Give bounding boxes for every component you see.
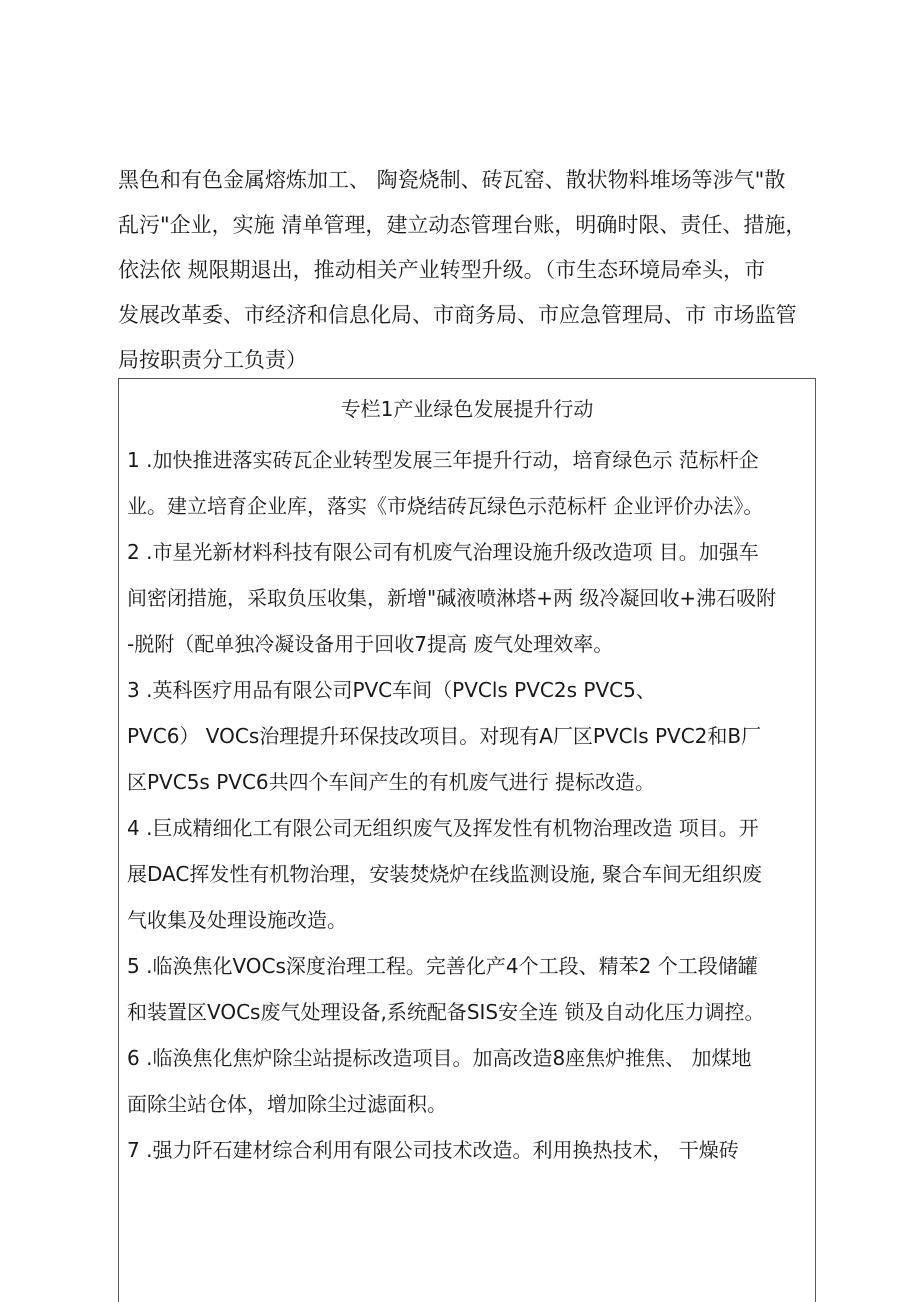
item-line: 5 .临涣焦化VOCs深度治理工程。完善化产4个工段、精苯2 个工段储罐: [127, 954, 758, 978]
item-line: PVC6） VOCs治理提升环保技改项目。对现有A厂区PVCls PVC2和B厂: [127, 724, 762, 748]
item-line: 间密闭措施，采取负压收集，新增"碱液喷淋塔+两 级冷凝回收+沸石吸附: [127, 586, 777, 610]
intro-line: 依法依 规限期退出，推动相关产业转型升级。（市生态环境局牵头，市: [118, 258, 766, 282]
item-line: 4 .巨成精细化工有限公司无组织废气及挥发性有机物治理改造 项目。开: [127, 816, 759, 840]
item-line: 2 .市星光新材料科技有限公司有机废气治理设施升级改造项 目。加强车: [127, 540, 759, 564]
item-line: 气收集及处理设施改造。: [127, 908, 347, 932]
item-line: 3 .英科医疗用品有限公司PVC车间（PVCls PVC2s PVC5、: [127, 678, 656, 702]
item-line: 展DAC挥发性有机物治理，安装焚烧炉在线监测设施, 聚合车间无组织废: [127, 862, 763, 886]
intro-line: 发展改革委、市经济和信息化局、市商务局、市应急管理局、市 市场监管: [118, 303, 797, 327]
item-line: 6 .临涣焦化焦炉除尘站提标改造项目。加高改造8座焦炉推焦、 加煤地: [127, 1046, 752, 1070]
item-line: 区PVC5s PVC6共四个车间产生的有机废气进行 提标改造。: [127, 770, 655, 794]
intro-line: 黑色和有色金属熔炼加工、 陶瓷烧制、砖瓦窑、散状物料堆场等涉气"散: [118, 168, 786, 192]
item-line: -脱附（配单独冷凝设备用于回收7提高 废气处理效率。: [127, 632, 614, 656]
column-title: 专栏1产业绿色发展提升行动: [340, 397, 594, 421]
item-line: 和装置区VOCs废气处理设备,系统配备SIS安全连 锁及自动化压力调控。: [127, 1000, 765, 1024]
item-line: 7 .强力阡石建材综合利用有限公司技术改造。利用换热技术， 干燥砖: [127, 1138, 739, 1162]
intro-line: 乱污"企业，实施 清单管理，建立动态管理台账，明确时限、责任、措施，: [118, 213, 807, 237]
column-box: [118, 378, 816, 1302]
column-items: [127, 437, 813, 1173]
intro-line: 局按职责分工负责）: [118, 348, 307, 372]
item-line: 面除尘站仓体，增加除尘过滤面积。: [127, 1092, 447, 1116]
intro-paragraph: [118, 158, 824, 383]
item-line: 1 .加快推进落实砖瓦企业转型发展三年提升行动，培育绿色示 范标杆企: [127, 448, 759, 472]
item-line: 业。建立培育企业库，落实《市烧结砖瓦绿色示范标杆 企业评价办法》。: [127, 494, 764, 518]
